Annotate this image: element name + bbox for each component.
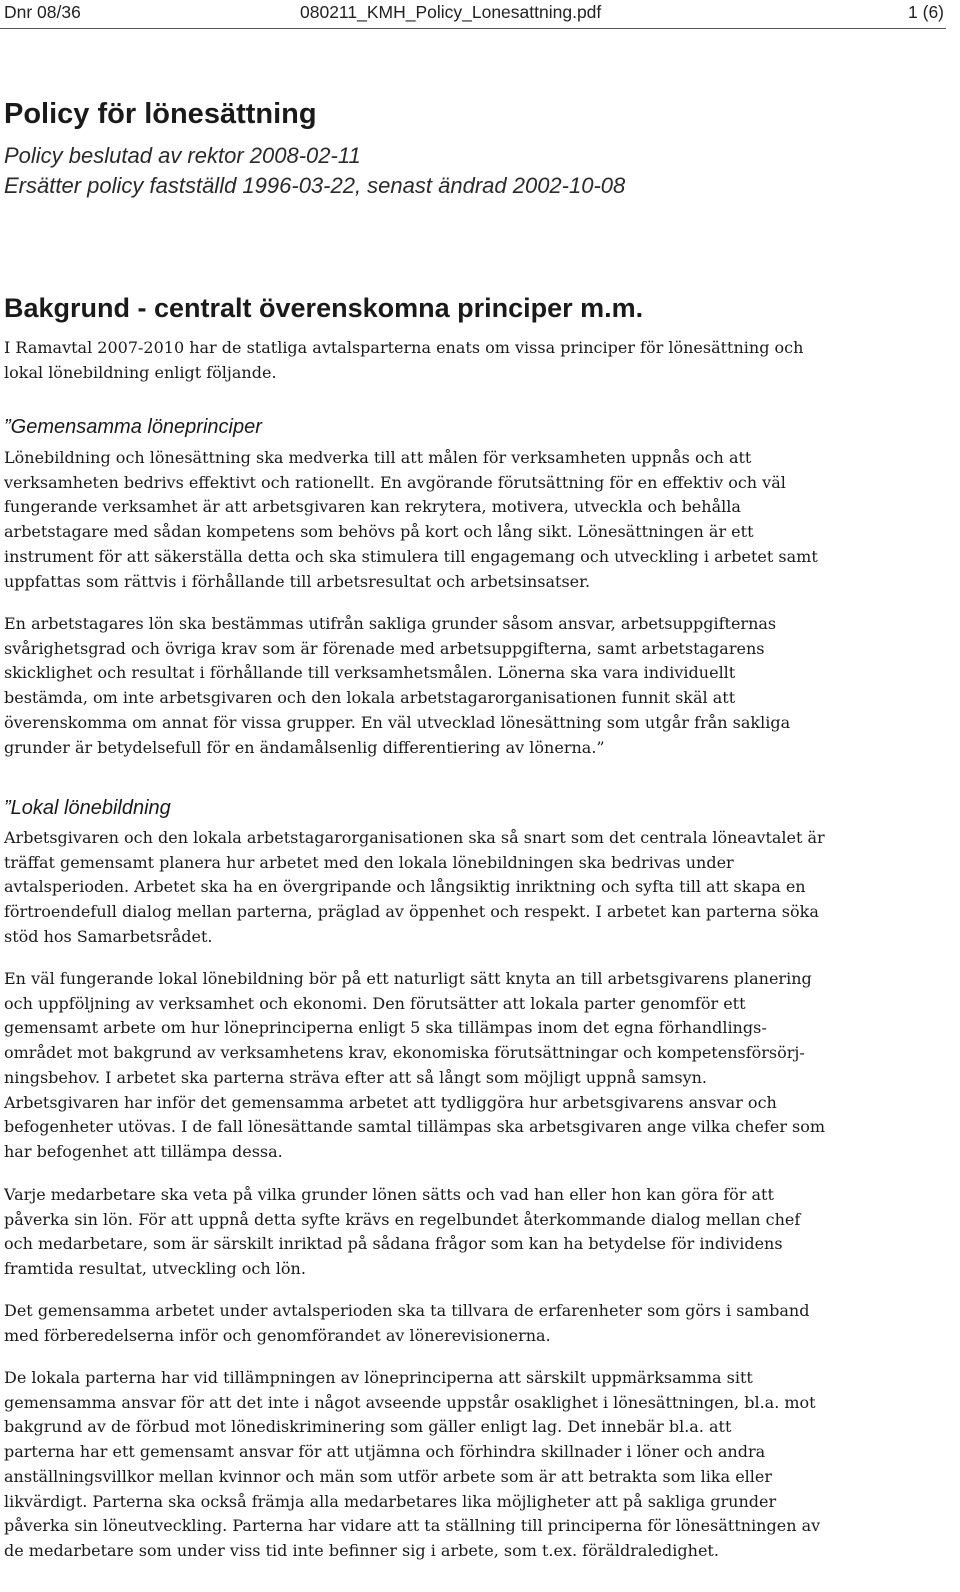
decision-subtitle: Policy beslutad av rektor 2008-02-11 — [4, 143, 361, 168]
text-line: parterna har ett gemensamt ansvar för att utjämna och förhindra skillnader i löner och andra — [4, 1442, 766, 1462]
text-line: En väl fungerande lokal lönebildning bör på ett naturligt sätt knyta an till arbetsgivarens planering — [4, 969, 812, 988]
text-line: uppfattas som rättvis i förhållande till arbetsresultat och arbetsinsatser. — [4, 571, 591, 591]
document-number: Dnr 08/36 — [4, 2, 81, 22]
text-line: instrument för att säkerställa detta och ska stimulera till engagemang och utveckling i arbetet samt — [4, 546, 818, 566]
text-line: stöd hos Samarbetsrådet. — [4, 926, 213, 946]
text-line: avtalsperioden. Arbetet ska ha en övergripande och långsiktig inriktning och syfta till att skapa en — [4, 877, 806, 897]
text-line: träffat gemensamt planera hur arbetet med den lokala lönebildningen ska bedrivas under — [4, 852, 734, 872]
text-line: påverka sin lön. För att uppnå detta syfte krävs en regelbundet återkommande dialog mellan chef — [4, 1209, 801, 1229]
title-block — [4, 96, 934, 201]
text-line: överenskomma om annat för vissa grupper. En väl utvecklad lönesättning som utgår från sakliga — [4, 712, 791, 732]
text-line: Varje medarbetare ska veta på vilka grunder lönen sätts och vad han eller hon kan göra för att — [4, 1185, 774, 1204]
text-line: påverka sin löneutveckling. Parterna har vidare att ta ställning till principerna för lönesättningen av — [4, 1516, 821, 1536]
text-line: Arbetsgivaren har inför det gemensamma arbetet att tydliggöra hur arbetsgivarens ansvar och — [4, 1092, 777, 1112]
text-line: skicklighet och resultat i förhållande till verksamhetsmålen. Lönerna ska vara individuellt — [4, 663, 736, 683]
text-line: svårighetsgrad och övriga krav som är förenade med arbetsuppgifterna, samt arbetstagarens — [4, 638, 765, 658]
paragraph — [4, 446, 942, 594]
paragraph — [4, 1183, 942, 1282]
text-line: med förberedelserna inför och genomförandet av lönerevisionerna. — [4, 1325, 551, 1345]
text-line: arbetstagare med sådan kompetens som behövs på kort och lång sikt. Lönesättningen är ett — [4, 522, 754, 542]
replaces-subtitle: Ersätter policy fastställd 1996-03-22, senast ändrad 2002-10-08 — [4, 173, 626, 198]
text-line: de medarbetare som under viss tid inte befinner sig i arbete, som t.ex. föräldraledighet. — [4, 1540, 719, 1560]
text-line: bakgrund av de förbud mot lönediskriminering som gäller enligt lag. Det innebär bl.a. att — [4, 1417, 732, 1437]
text-line: och medarbetare, som är särskilt inriktad på sådana frågor som kan ha betydelse för individens — [4, 1234, 783, 1254]
page-title: Policy för lönesättning — [4, 98, 317, 130]
paragraph — [4, 967, 942, 1165]
text-line: De lokala parterna har vid tillämpningen av löneprinciperna att särskilt uppmärksamma sitt — [4, 1368, 753, 1387]
paragraph — [4, 826, 942, 950]
text-line: I Ramavtal 2007-2010 har de statliga avtalsparterna enats om vissa principer för lönesättning och — [4, 338, 804, 357]
quote-heading-common-principles: ”Gemensamma löneprinciper — [4, 416, 262, 438]
text-line: befogenheter utövas. I de fall lönesättande samtal tillämpas ska arbetsgivaren ange vilka chefer som — [4, 1117, 826, 1137]
text-line: området mot bakgrund av verksamhetens krav, ekonomiska förutsättningar och kompetensförsörj- — [4, 1043, 805, 1063]
text-line: grunder är betydelsefull för en ändamålsenlig differentiering av lönerna.” — [4, 737, 605, 757]
text-line: ningsbehov. I arbetet ska parterna sträva efter att så långt som möjligt uppnå samsyn. — [4, 1067, 707, 1087]
text-line: lokal lönebildning enligt följande. — [4, 362, 277, 382]
text-line: bestämda, om inte arbetsgivaren och den lokala arbetstagarorganisationen funnit skäl att — [4, 688, 736, 708]
quote-heading-local-wage-formation: ”Lokal lönebildning — [4, 797, 171, 819]
paragraph — [4, 1366, 942, 1564]
paragraph — [4, 1299, 942, 1348]
text-line: anställningsvillkor mellan kvinnor och män som utför arbete som är att betrakta som lika eller — [4, 1466, 773, 1486]
text-line: och uppföljning av verksamhet och ekonomi. Den förutsätter att lokala parter genomför ett — [4, 993, 746, 1013]
text-line: Det gemensamma arbetet under avtalsperioden ska ta tillvara de erfarenheter som görs i samband — [4, 1301, 810, 1320]
text-line: gemensamt arbete om hur löneprinciperna enligt 5 ska tillämpas inom det egna förhandlings- — [4, 1018, 767, 1038]
text-line: verksamheten bedrivs effektivt och rationellt. En avgörande förutsättning för en effektiv och väl — [4, 472, 786, 492]
page-number: 1 (6) — [908, 2, 944, 22]
paragraph — [4, 612, 942, 760]
section-heading-background: Bakgrund - centralt överenskomna principer m.m. — [4, 293, 644, 323]
text-line: förtroendefull dialog mellan parterna, präglad av öppenhet och respekt. I arbetet kan parterna söka — [4, 902, 819, 922]
text-line: Arbetsgivaren och den lokala arbetstagarorganisationen ska så snart som det centrala löneavtalet är — [4, 828, 825, 847]
intro-paragraph — [4, 336, 942, 385]
page-header — [0, 0, 946, 29]
text-line: gemensamma ansvar för att det inte i något avseende uppstår osaklighet i lönesättningen, bl.a. mot — [4, 1392, 816, 1412]
text-line: har befogenhet att tillämpa dessa. — [4, 1141, 283, 1161]
text-line: En arbetstagares lön ska bestämmas utifrån sakliga grunder såsom ansvar, arbetsuppgifternas — [4, 614, 777, 633]
text-line: fungerande verksamhet är att arbetsgivaren kan rekrytera, motivera, utveckla och behålla — [4, 497, 741, 517]
text-line: likvärdigt. Parterna ska också främja alla medarbetares lika möjligheter att på sakliga grunder — [4, 1491, 777, 1511]
text-line: Lönebildning och lönesättning ska medverka till att målen för verksamheten uppnås och att — [4, 448, 752, 467]
text-line: framtida resultat, utveckling och lön. — [4, 1259, 306, 1279]
document-filename: 080211_KMH_Policy_Lonesattning.pdf — [300, 2, 602, 22]
